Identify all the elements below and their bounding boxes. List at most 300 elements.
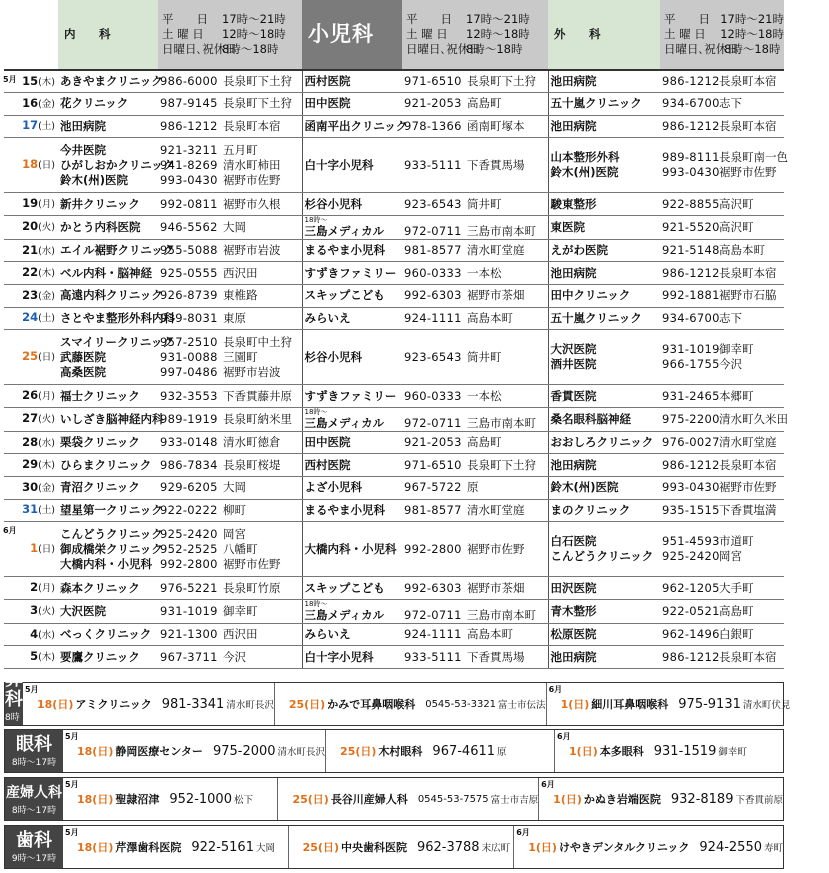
weekday: (日) bbox=[38, 352, 55, 364]
phone-number: 923-6543 bbox=[404, 349, 462, 364]
weekday: (月) bbox=[38, 583, 55, 595]
internal-name-cell bbox=[58, 407, 164, 431]
specialty-label bbox=[5, 826, 63, 868]
month-label: 5月 bbox=[65, 828, 79, 837]
weekday: (木) bbox=[38, 76, 55, 88]
phone-number: 962-1205 bbox=[662, 580, 720, 595]
phone-number: 986-1212 bbox=[662, 118, 720, 133]
phone-number: 0545-53-7575 bbox=[417, 793, 489, 805]
specialty-row bbox=[4, 825, 784, 869]
internal-name-cell bbox=[58, 215, 158, 239]
entry-date: 25(日) bbox=[288, 698, 326, 711]
day-number: 27 bbox=[22, 411, 39, 426]
pediatrics-name-cell bbox=[302, 385, 402, 408]
pediatrics-name-cell bbox=[302, 623, 402, 646]
surgery-name-cell bbox=[548, 215, 660, 239]
phone-number: 976-5221 bbox=[160, 580, 218, 595]
phone-number: 935-1515 bbox=[662, 502, 720, 517]
phone-number: 921-2053 bbox=[404, 96, 462, 111]
pediatrics-phone-cell bbox=[402, 407, 466, 431]
weekday: (木) bbox=[38, 652, 55, 664]
specialty-row bbox=[4, 729, 784, 773]
address: 高島町 bbox=[467, 96, 502, 111]
phone-number: 971-6510 bbox=[404, 74, 462, 89]
phone-number: 992-1881 bbox=[662, 288, 720, 303]
internal-address-cell bbox=[222, 431, 302, 454]
clinic-name: えがわ医院 bbox=[550, 243, 608, 258]
internal-phone-cell bbox=[158, 70, 222, 93]
clinic-name: 山本整形外科 bbox=[550, 150, 620, 165]
surgery-name-cell bbox=[548, 431, 660, 454]
phone-number: 952-1000 bbox=[169, 791, 232, 807]
date-cell bbox=[4, 407, 58, 431]
pediatrics-name-cell bbox=[302, 285, 402, 308]
pediatrics-phone-cell bbox=[402, 499, 466, 522]
surgery-phone-cell bbox=[660, 115, 718, 138]
specialty-entry bbox=[555, 730, 783, 772]
day-number: 16 bbox=[22, 95, 39, 110]
day-number: 3 bbox=[30, 603, 39, 618]
internal-address-cell bbox=[222, 454, 302, 477]
address: 富士市吉原 bbox=[490, 795, 539, 806]
pediatrics-name-cell bbox=[302, 577, 402, 600]
clinic-name: 五十嵐クリニック bbox=[550, 310, 642, 325]
phone-number: 981-3341 bbox=[161, 696, 225, 712]
entry-date: 1(日) bbox=[528, 841, 557, 854]
address: 長泉町下土狩 bbox=[467, 74, 536, 89]
internal-name-cell bbox=[58, 330, 174, 385]
pediatrics-phone-cell bbox=[402, 285, 466, 308]
clinic-name: こんどうクリニック bbox=[60, 526, 163, 541]
address: 清水町柿田 bbox=[223, 157, 281, 172]
phone-number: 951-4593 bbox=[662, 534, 720, 549]
internal-address-cell bbox=[222, 577, 302, 600]
pediatrics-address-cell bbox=[466, 385, 548, 408]
phone-number: 932-8189 bbox=[670, 791, 734, 807]
surgery-name-cell bbox=[548, 307, 660, 330]
date-cell bbox=[4, 385, 58, 408]
surgery-name-cell bbox=[548, 70, 660, 93]
internal-phone-cell bbox=[158, 599, 222, 623]
address: 御幸町 bbox=[718, 747, 747, 758]
phone-number: 975-2000 bbox=[212, 743, 276, 759]
phone-number: 989-8111 bbox=[662, 150, 720, 165]
schedule-row bbox=[4, 499, 784, 522]
weekday: (水) bbox=[38, 437, 55, 449]
date-cell bbox=[4, 599, 58, 623]
surgery-address-cell bbox=[718, 70, 784, 93]
pediatrics-address-cell bbox=[466, 115, 548, 138]
pediatrics-address-cell bbox=[466, 193, 548, 216]
address: 大手町 bbox=[719, 580, 754, 595]
internal-address-cell bbox=[222, 330, 302, 385]
hours-note: 18時～ bbox=[304, 215, 328, 224]
schedule-row bbox=[4, 239, 784, 262]
clinic-name: エイル裾野クリニック bbox=[60, 243, 175, 258]
surgery-name-cell bbox=[548, 239, 660, 262]
date-cell bbox=[4, 193, 58, 216]
internal-name-cell bbox=[58, 138, 175, 193]
phone-number: 986-1212 bbox=[662, 265, 720, 280]
phone-number: 986-7834 bbox=[160, 457, 218, 472]
date-cell bbox=[4, 138, 58, 193]
specialty-label bbox=[5, 778, 63, 820]
pediatrics-name-cell bbox=[302, 599, 402, 623]
surgery-phone-cell bbox=[660, 522, 718, 577]
pediatrics-address-cell bbox=[466, 307, 548, 330]
phone-number: 975-9131 bbox=[678, 696, 741, 712]
address: 一本松 bbox=[467, 388, 502, 403]
address: 裾野市石脇 bbox=[719, 288, 777, 303]
address: 裾野市岩波 bbox=[223, 243, 281, 258]
internal-name-cell bbox=[58, 70, 163, 93]
clinic-name: ひらまクリニック bbox=[60, 457, 152, 472]
pediatrics-name-cell bbox=[302, 407, 402, 431]
weekday: (木) bbox=[38, 460, 55, 472]
date-cell bbox=[4, 262, 58, 285]
pediatrics-name-cell bbox=[302, 646, 402, 669]
internal-name-cell bbox=[58, 239, 175, 262]
clinic-name: 望星第一クリニック bbox=[60, 502, 163, 517]
pediatrics-name-cell bbox=[302, 70, 402, 93]
schedule-row bbox=[4, 330, 784, 385]
schedule-row bbox=[4, 93, 784, 116]
phone-number: 924-2550 bbox=[699, 839, 762, 855]
internal-address-cell bbox=[222, 115, 302, 138]
internal-address-cell bbox=[222, 262, 302, 285]
hours-note: 18時～ bbox=[304, 599, 328, 608]
phone-number: 976-0027 bbox=[662, 435, 720, 450]
phone-number: 929-6205 bbox=[160, 480, 218, 495]
clinic-name: 白十字小児科 bbox=[304, 157, 374, 172]
surgery-phone-cell bbox=[660, 193, 718, 216]
pediatrics-name-cell bbox=[302, 499, 402, 522]
surgery-name-cell bbox=[548, 522, 660, 577]
day-number: 2 bbox=[30, 580, 39, 595]
pediatrics-name-cell bbox=[302, 522, 402, 577]
phone-number: 922-0521 bbox=[662, 603, 720, 618]
phone-number: 931-1019 bbox=[160, 603, 218, 618]
internal-phone-cell bbox=[158, 407, 222, 431]
hours-surgery: 平 日 17時～21時 土 曜 日 12時～18時 日曜日､祝休日 8時～18時 bbox=[660, 0, 784, 70]
internal-name-cell bbox=[58, 307, 175, 330]
day-number: 15 bbox=[22, 73, 39, 88]
pediatrics-phone-cell bbox=[402, 385, 466, 408]
clinic-name: 松原医院 bbox=[550, 627, 597, 642]
specialty-name: 産婦人科 bbox=[6, 784, 62, 801]
duty-schedule-table bbox=[3, 0, 788, 669]
pediatrics-phone-cell bbox=[402, 431, 466, 454]
weekday: (月) bbox=[38, 391, 55, 403]
date-cell bbox=[4, 623, 58, 646]
pediatrics-address-cell bbox=[466, 623, 548, 646]
surgery-address-cell bbox=[718, 193, 784, 216]
internal-phone-cell bbox=[158, 623, 222, 646]
hours-internal: 平 日 17時～21時 土 曜 日 12時～18時 日曜日､祝休日 8時～18時 bbox=[158, 0, 302, 70]
day-number: 24 bbox=[22, 310, 39, 325]
surgery-address-cell bbox=[718, 262, 784, 285]
internal-phone-cell bbox=[158, 193, 222, 216]
weekday: (火) bbox=[38, 414, 55, 426]
address: 長泉町本宿 bbox=[719, 649, 777, 664]
specialty-entry bbox=[278, 778, 539, 820]
surgery-phone-cell bbox=[660, 499, 718, 522]
pediatrics-phone-cell bbox=[402, 623, 466, 646]
address: 東原 bbox=[223, 310, 246, 325]
internal-address-cell bbox=[222, 407, 302, 431]
pediatrics-address-cell bbox=[466, 407, 548, 431]
surgery-address-cell bbox=[718, 385, 784, 408]
address: 御幸町 bbox=[719, 342, 754, 357]
clinic-name: 鈴木(州)医院 bbox=[550, 165, 619, 180]
address: 御幸町 bbox=[223, 603, 258, 618]
phone-number: 992-2800 bbox=[404, 541, 462, 556]
surgery-name-cell bbox=[548, 407, 660, 431]
address: 下香貫前原 bbox=[735, 795, 783, 806]
day-number: 5 bbox=[30, 649, 39, 664]
pediatrics-name-cell bbox=[302, 262, 402, 285]
phone-number: 933-5111 bbox=[404, 157, 462, 172]
month-label: 5月 bbox=[65, 732, 79, 741]
clinic-name: 青木整形 bbox=[550, 603, 597, 618]
day-number: 17 bbox=[22, 118, 39, 133]
phone-number: 957-2510 bbox=[160, 334, 218, 349]
clinic-name: 本多眼科 bbox=[599, 745, 644, 758]
clinic-name: 西村医院 bbox=[304, 74, 351, 89]
address: 長泉町下土狩 bbox=[223, 74, 292, 89]
phone-number: 925-2420 bbox=[662, 549, 720, 564]
clinic-name: 池田病院 bbox=[550, 265, 597, 280]
date-cell bbox=[4, 307, 58, 330]
schedule-row bbox=[4, 115, 784, 138]
surgery-phone-cell bbox=[660, 646, 718, 669]
phone-number: 986-1212 bbox=[662, 74, 720, 89]
specialty-entry bbox=[514, 826, 783, 868]
clinic-name: すずきファミリー bbox=[304, 388, 397, 403]
internal-address-cell bbox=[222, 499, 302, 522]
schedule-row bbox=[4, 307, 784, 330]
weekday: (土) bbox=[38, 505, 55, 517]
weekday: (水) bbox=[38, 629, 55, 641]
address: 長泉町南一色 bbox=[719, 150, 788, 165]
address: 清水町伏見 bbox=[742, 700, 791, 711]
address: 清水町堂庭 bbox=[467, 243, 525, 258]
entry-date: 25(日) bbox=[292, 793, 329, 806]
internal-name-cell bbox=[58, 193, 158, 216]
clinic-name: 田中クリニック bbox=[550, 288, 631, 303]
surgery-address-cell bbox=[718, 454, 784, 477]
clinic-name: 18時～ 三島メディカル bbox=[305, 408, 403, 431]
surgery-address-cell bbox=[718, 522, 784, 577]
address: 筒井町 bbox=[467, 196, 502, 211]
surgery-name-cell bbox=[548, 646, 660, 669]
phone-number: 997-0486 bbox=[160, 364, 218, 379]
clinic-name: 杉谷小児科 bbox=[304, 349, 362, 364]
internal-address-cell bbox=[222, 215, 302, 239]
address: 岡宮 bbox=[719, 549, 742, 564]
surgery-address-cell bbox=[718, 307, 784, 330]
address: 長泉町本宿 bbox=[719, 118, 777, 133]
phone-number: 921-3211 bbox=[160, 142, 218, 157]
weekday: (土) bbox=[38, 121, 55, 133]
day-number: 31 bbox=[22, 502, 39, 517]
address: 市道町 bbox=[719, 534, 754, 549]
internal-phone-cell bbox=[158, 93, 222, 116]
surgery-phone-cell bbox=[660, 215, 718, 239]
pediatrics-name-cell bbox=[302, 307, 402, 330]
phone-number: 992-2800 bbox=[160, 556, 218, 571]
address: 今沢 bbox=[223, 649, 246, 664]
clinic-name: 五十嵐クリニック bbox=[550, 96, 642, 111]
internal-name-cell bbox=[58, 93, 158, 116]
pediatrics-name-cell bbox=[302, 330, 402, 385]
surgery-address-cell bbox=[718, 477, 784, 500]
clinic-name: さとやま整形外科内科 bbox=[60, 310, 175, 325]
dept-pediatrics: 小児科 bbox=[302, 0, 402, 70]
clinic-name: 聖隷沼津 bbox=[115, 793, 160, 806]
phone-number: 952-2525 bbox=[160, 541, 218, 556]
internal-address-cell bbox=[222, 522, 302, 577]
internal-phone-cell bbox=[158, 477, 222, 500]
phone-number: 922-8855 bbox=[662, 196, 720, 211]
address: 長泉町本宿 bbox=[719, 457, 777, 472]
clinic-name: 池田病院 bbox=[60, 118, 106, 133]
surgery-address-cell bbox=[718, 215, 784, 239]
day-number: 20 bbox=[22, 219, 39, 234]
surgery-phone-cell bbox=[660, 477, 718, 500]
internal-phone-cell bbox=[158, 431, 222, 454]
address: 三島市南本町 bbox=[467, 607, 536, 622]
clinic-name: 香貫医院 bbox=[550, 388, 597, 403]
clinic-name: 静岡医療センター bbox=[115, 745, 203, 758]
date-cell bbox=[4, 499, 58, 522]
address: 三園町 bbox=[223, 349, 258, 364]
month-label: 6月 bbox=[541, 780, 555, 789]
month-label: 6月 bbox=[3, 526, 17, 536]
day-number: 23 bbox=[22, 287, 39, 302]
surgery-name-cell bbox=[548, 115, 660, 138]
internal-address-cell bbox=[222, 599, 302, 623]
clinic-name: アミクリニック bbox=[75, 698, 152, 711]
address: 清水町徳倉 bbox=[223, 435, 281, 450]
phone-number: 992-6303 bbox=[404, 288, 462, 303]
clinic-name: すずきファミリー bbox=[304, 265, 397, 280]
address: 筒井町 bbox=[467, 349, 502, 364]
specialty-name: 歯科 bbox=[16, 829, 52, 851]
clinic-name: 白十字小児科 bbox=[304, 649, 374, 664]
address: 志下 bbox=[719, 310, 742, 325]
address: 原 bbox=[497, 747, 507, 758]
hours-note: 18時～ bbox=[304, 407, 328, 416]
specialty-hours: 8時 bbox=[5, 712, 20, 723]
surgery-name-cell bbox=[548, 138, 660, 193]
clinic-name: かみで耳鼻咽喉科 bbox=[327, 698, 416, 711]
clinic-name: 武藤医院 bbox=[60, 349, 106, 364]
surgery-name-cell bbox=[548, 499, 660, 522]
specialty-name: 眼科 bbox=[16, 733, 52, 755]
weekday: (日) bbox=[38, 160, 55, 172]
schedule-row bbox=[4, 431, 784, 454]
entry-date: 18(日) bbox=[37, 698, 74, 711]
entry-date: 18(日) bbox=[77, 793, 114, 806]
clinic-name: 酒井医院 bbox=[550, 357, 597, 372]
internal-address-cell bbox=[222, 138, 302, 193]
address: 裾野市佐野 bbox=[719, 480, 777, 495]
phone-number: 941-8269 bbox=[160, 157, 218, 172]
pediatrics-address-cell bbox=[466, 239, 548, 262]
phone-number: 993-0430 bbox=[662, 480, 720, 495]
phone-number: 921-1300 bbox=[160, 627, 218, 642]
surgery-name-cell bbox=[548, 330, 660, 385]
weekday: (土) bbox=[38, 313, 55, 325]
clinic-name: けやきデンタルクリニック bbox=[558, 841, 690, 854]
surgery-phone-cell bbox=[660, 138, 718, 193]
specialty-entry bbox=[539, 778, 783, 820]
clinic-name: ひがしおかクリニック bbox=[60, 157, 175, 172]
specialty-entry bbox=[63, 826, 289, 868]
entry-date: 1(日) bbox=[553, 793, 582, 806]
pediatrics-name-cell bbox=[302, 93, 402, 116]
surgery-phone-cell bbox=[660, 385, 718, 408]
clinic-name: 西村医院 bbox=[304, 457, 351, 472]
day-number: 26 bbox=[22, 388, 39, 403]
internal-address-cell bbox=[222, 646, 302, 669]
phone-number: 992-0811 bbox=[160, 196, 218, 211]
clinic-name: べっくクリニック bbox=[60, 627, 152, 642]
schedule-row bbox=[4, 70, 784, 93]
address: 八幡町 bbox=[223, 541, 258, 556]
clinic-name: 中央歯科医院 bbox=[340, 841, 407, 854]
clinic-name: あきやまクリニック bbox=[60, 74, 163, 89]
internal-phone-cell bbox=[158, 307, 222, 330]
phone-number: 921-5148 bbox=[662, 243, 720, 258]
weekday: (日) bbox=[38, 544, 55, 556]
pediatrics-name-cell bbox=[302, 138, 402, 193]
pediatrics-address-cell bbox=[466, 577, 548, 600]
pediatrics-name-cell bbox=[302, 193, 402, 216]
internal-phone-cell bbox=[158, 115, 222, 138]
address: 寿町 bbox=[764, 843, 784, 854]
entry-date: 1(日) bbox=[560, 698, 590, 711]
phone-number: 922-0222 bbox=[160, 502, 218, 517]
phone-number: 921-5520 bbox=[662, 219, 720, 234]
pediatrics-phone-cell bbox=[402, 330, 466, 385]
specialty-name: 耳鼻科 bbox=[5, 648, 23, 710]
pediatrics-phone-cell bbox=[402, 262, 466, 285]
clinic-name: ベル内科・脳神経 bbox=[60, 265, 152, 280]
phone-number: 962-3788 bbox=[416, 839, 480, 855]
phone-number: 926-8739 bbox=[160, 288, 218, 303]
address: 西沢田 bbox=[223, 265, 258, 280]
surgery-name-cell bbox=[548, 385, 660, 408]
address: 三島市南本町 bbox=[467, 415, 536, 430]
address: 大岡 bbox=[223, 480, 246, 495]
address: 長泉町本宿 bbox=[719, 74, 777, 89]
date-cell bbox=[4, 70, 58, 93]
pediatrics-phone-cell bbox=[402, 522, 466, 577]
clinic-name: 桑名眼科脳神経 bbox=[550, 411, 631, 426]
pediatrics-name-cell bbox=[302, 239, 402, 262]
phone-number: 987-9145 bbox=[160, 96, 218, 111]
phone-number: 981-8577 bbox=[404, 502, 462, 517]
address: 下香貫馬場 bbox=[467, 649, 525, 664]
address: 高沢町 bbox=[719, 196, 754, 211]
phone-number: 960-0333 bbox=[404, 265, 462, 280]
clinic-name: 杉谷小児科 bbox=[304, 196, 362, 211]
month-label: 6月 bbox=[516, 828, 530, 837]
address: 末広町 bbox=[481, 843, 511, 854]
internal-name-cell bbox=[58, 577, 158, 600]
